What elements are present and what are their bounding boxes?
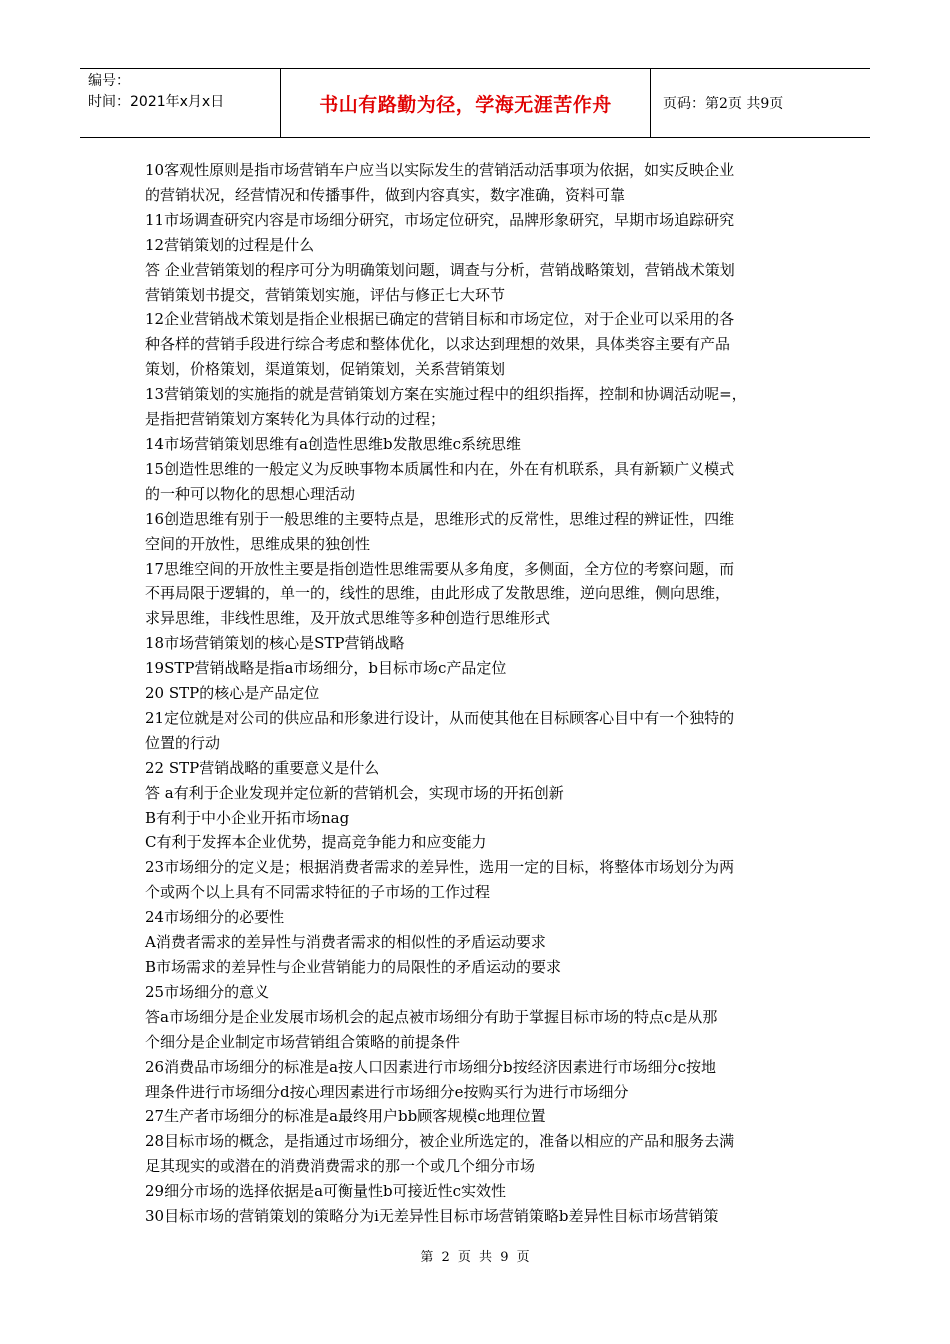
text-line: 营销策划书提交，营销策划实施，评估与修正七大环节 [145, 285, 506, 304]
text-line: C有利于发挥本企业优势，提高竞争能力和应变能力 [145, 833, 487, 852]
text-line: 30目标市场的营销策划的策略分为i无差异性目标市场营销策略b差异性目标市场营销策 [145, 1207, 719, 1226]
text-line: 25市场细分的意义 [145, 982, 270, 1001]
text-line: 18市场营销策划的核心是STP营销战略 [145, 634, 405, 653]
text-line: 19STP营销战略是指a市场细分，b目标市场c产品定位 [145, 659, 507, 678]
text-line: 的营销状况，经营情况和传播事件，做到内容真实，数字准确，资料可靠 [145, 185, 626, 204]
text-line: 13营销策划的实施指的就是营销策划方案在实施过程中的组织指挥，控制和协调活动呢=， [145, 385, 747, 404]
document-body [145, 158, 811, 1229]
text-line: 21定位就是对公司的供应品和形象进行设计，从而使其他在目标顾客心目中有一个独特的 [145, 708, 735, 727]
text-line: B市场需求的差异性与企业营销能力的局限性的矛盾运动的要求 [145, 958, 562, 976]
text-line: 15创造性思维的一般定义为反映事物本质属性和内在，外在有机联系，具有新颖广义模式 [145, 459, 735, 478]
text-line: 17思维空间的开放性主要是指创造性思维需要从多角度，多侧面，全方位的考察问题，而 [145, 559, 735, 578]
text-line: 23市场细分的定义是；根据消费者需求的差异性，选用一定的目标，将整体市场划分为两 [145, 858, 735, 877]
text-line: 不再局限于逻辑的，单一的，线性的思维，由此形成了发散思维，逆向思维，侧向思维， [145, 584, 731, 603]
text-line: 足其现实的或潜在的消费消费需求的那一个或几个细分市场 [145, 1157, 536, 1176]
header-meta [80, 69, 281, 137]
text-line: 22 STP营销战略的重要意义是什么 [145, 758, 380, 777]
text-line: 答 a有利于企业发现并定位新的营销机会，实现市场的开拓创新 [145, 783, 564, 802]
document-date-label: 时间：2021年x月x日 [88, 94, 225, 110]
text-line: 种各样的营销手段进行综合考虑和整体优化，以求达到理想的效果，具体类容主要有产品 [145, 335, 731, 354]
text-line: 24市场细分的必要性 [145, 908, 285, 927]
text-line: 11市场调查研究内容是市场细分研究，市场定位研究，品牌形象研究，早期市场追踪研究 [145, 210, 735, 229]
header-page-info: 页码：第2页 共9页 [663, 96, 784, 112]
text-line: 20 STP的核心是产品定位 [145, 684, 320, 703]
page-footer: 第 2 页 共 9 页 [420, 1250, 530, 1265]
text-line: 答 企业营销策划的程序可分为明确策划问题，调查与分析，营销战略策划，营销战术策划 [145, 260, 735, 279]
text-line: 个细分是企业制定市场营销组合策略的前提条件 [145, 1032, 461, 1051]
text-line: 位置的行动 [145, 733, 221, 752]
text-line: A消费者需求的差异性与消费者需求的相似性的矛盾运动要求 [145, 933, 546, 952]
page-header [80, 68, 870, 138]
text-line: 空间的开放性，思维成果的独创性 [145, 534, 371, 553]
header-motto: 书山有路勤为径，学海无涯苦作舟 [281, 69, 651, 137]
text-line: 27生产者市场细分的标准是a最终用户bb顾客规模c地理位置 [145, 1107, 546, 1126]
text-line: 26消费品市场细分的标准是a按人口因素进行市场细分b按经济因素进行市场细分c按地 [145, 1057, 717, 1076]
text-line: 14市场营销策划思维有a创造性思维b发散思维c系统思维 [145, 434, 522, 453]
text-line: 16创造思维有别于一般思维的主要特点是，思维形式的反常性，思维过程的辨证性，四维 [145, 509, 735, 528]
text-line: 求异思维，非线性思维，及开放式思维等多种创造行思维形式 [145, 609, 551, 628]
text-line: 10客观性原则是指市场营销车户应当以实际发生的营销活动活事项为依据，如实反映企业 [145, 161, 735, 179]
text-line: 的一种可以物化的思想心理活动 [145, 484, 356, 503]
document-number-label: 编号： [88, 73, 130, 89]
text-line: 策划，价格策划，渠道策划，促销策划，关系营销策划 [145, 360, 506, 379]
text-line: 理条件进行市场细分d按心理因素进行市场细分e按购买行为进行市场细分 [145, 1082, 629, 1101]
text-line: 12营销策划的过程是什么 [145, 235, 315, 254]
text-line: 29细分市场的选择依据是a可衡量性b可接近性c实效性 [145, 1182, 507, 1201]
text-line: 是指把营销策划方案转化为具体行动的过程； [145, 410, 446, 429]
text-line: 个或两个以上具有不同需求特征的子市场的工作过程 [145, 883, 491, 902]
text-line: 答a市场细分是企业发展市场机会的起点被市场细分有助于掌握目标市场的特点c是从那 [145, 1007, 718, 1026]
text-line: 28目标市场的概念，是指通过市场细分，被企业所选定的，准备以相应的产品和服务去满 [145, 1132, 735, 1151]
text-line: 12企业营销战术策划是指企业根据已确定的营销目标和市场定位，对于企业可以采用的各 [145, 310, 735, 329]
text-line: B有利于中小企业开拓市场nag [145, 808, 350, 827]
